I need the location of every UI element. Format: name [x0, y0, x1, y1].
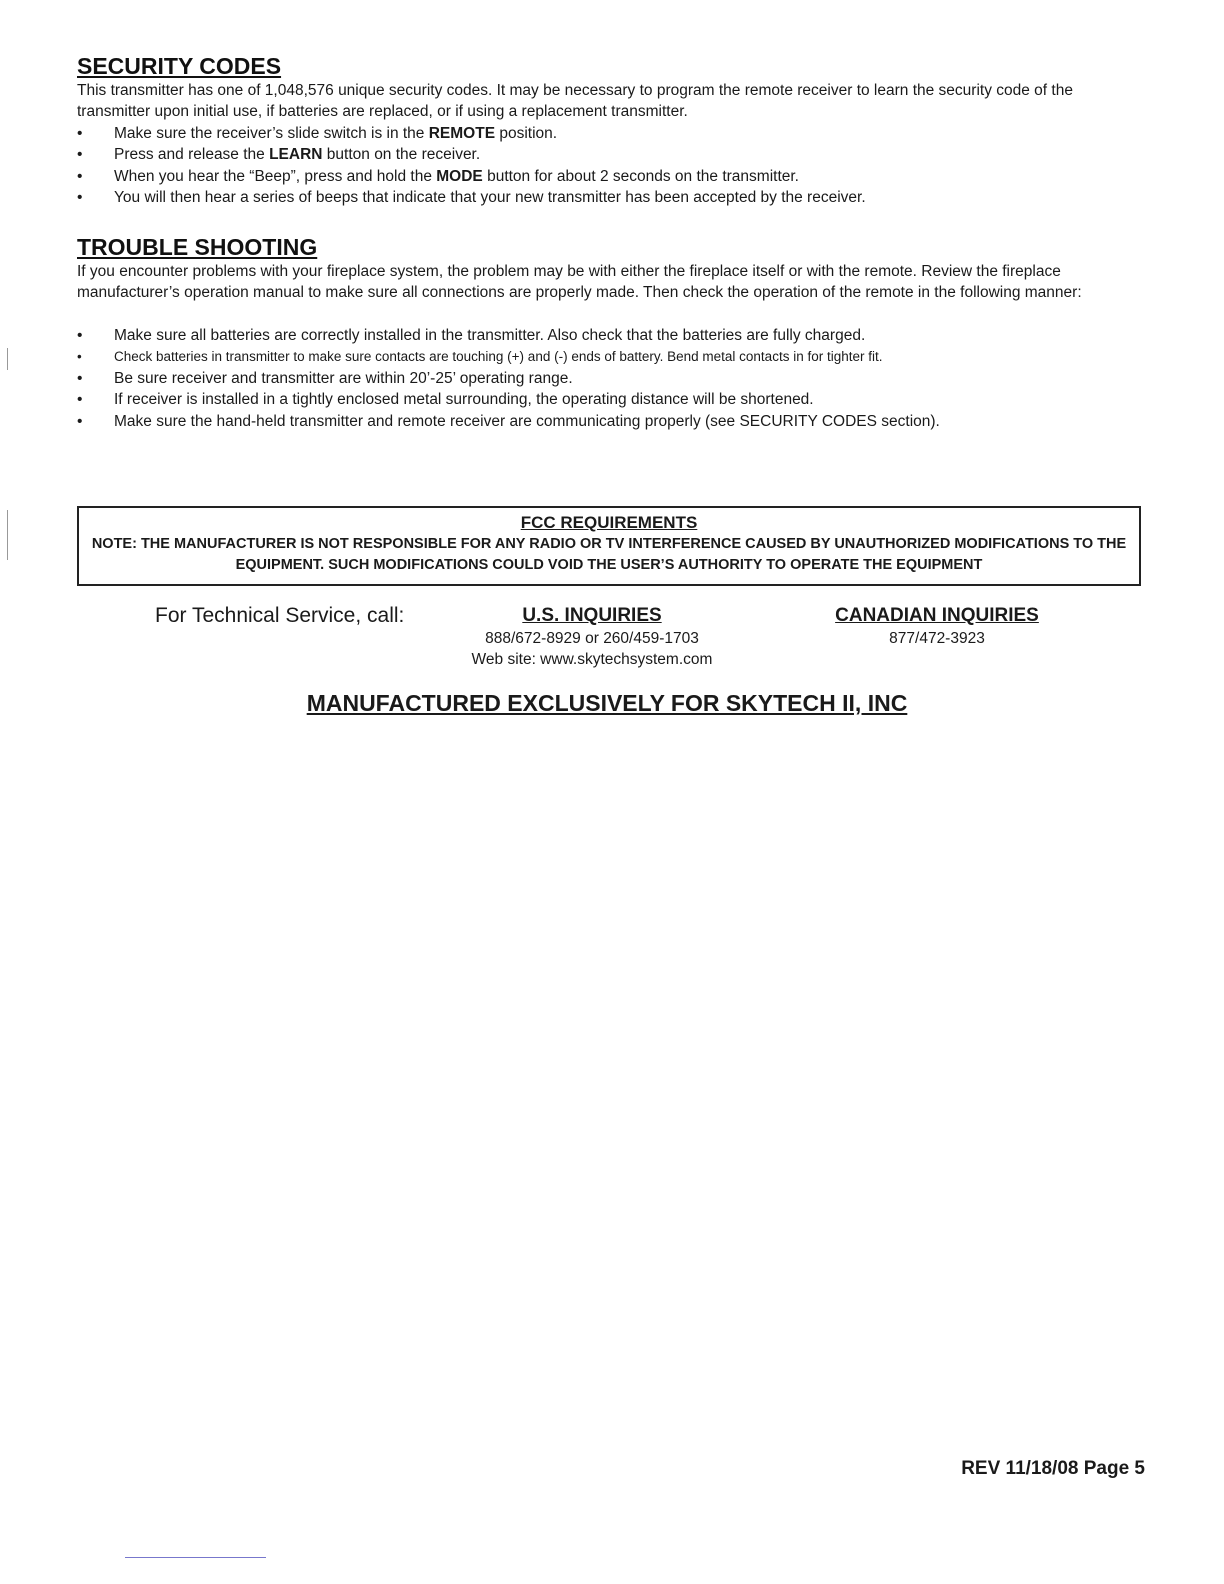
trouble-shooting-heading: TROUBLE SHOOTING	[77, 234, 318, 260]
bullet-icon: •	[77, 167, 83, 185]
revision-page-number: REV 11/18/08 Page 5	[961, 1458, 1145, 1479]
scan-edge-mark	[7, 348, 8, 370]
list-item: • Be sure receiver and transmitter are within 20’-25’ operating range.	[77, 368, 1137, 389]
us-website: Web site: www.skytechsystem.com	[471, 651, 713, 668]
bullet-icon: •	[77, 369, 83, 387]
trouble-shooting-intro: If you encounter problems with your fireplace system, the problem may be with either the fireplace itself or with the remote. Review the fireplace manufacturer’s operation manual to make sure all connections are properly made. Then check the operation of the remote in the following manner:	[77, 263, 1082, 301]
fcc-requirements-title: FCC REQUIREMENTS	[520, 513, 698, 532]
canadian-inquiries-block	[797, 604, 1077, 649]
bullet-icon: •	[77, 391, 83, 409]
list-item: • Make sure the hand-held transmitter and remote receiver are communicating properly (see SECURITY CODES section).	[77, 411, 1137, 432]
list-item: • When you hear the “Beep”, press and hold the MODE button for about 2 seconds on the transmitter.	[77, 166, 1137, 187]
fcc-note: NOTE: THE MANUFACTURER IS NOT RESPONSIBLE FOR ANY RADIO OR TV INTERFERENCE CAUSED BY UNAUTHORIZED MODIFICATIONS TO THE EQUIPMENT. SUCH MODIFICATIONS COULD VOID THE USER’S AUTHORITY TO OPERATE THE EQUIPMENT	[91, 536, 1127, 573]
canadian-inquiries-heading: CANADIAN INQUIRIES	[835, 605, 1039, 626]
trouble-shooting-list	[77, 325, 1137, 432]
scan-edge-mark	[7, 510, 8, 560]
canadian-phone: 877/472-3923	[889, 630, 985, 647]
list-item: • Make sure the receiver’s slide switch is in the REMOTE position.	[77, 123, 1137, 144]
scan-artifact-line	[125, 1557, 266, 1558]
list-item: • Make sure all batteries are correctly installed in the transmitter. Also check that the batteries are fully charged.	[77, 325, 1137, 346]
us-phone: 888/672-8929 or 260/459-1703	[485, 630, 699, 647]
bullet-icon: •	[77, 189, 83, 207]
bullet-icon: •	[77, 146, 83, 164]
bullet-icon: •	[77, 125, 83, 142]
us-inquiries-heading: U.S. INQUIRIES	[522, 605, 662, 626]
bullet-icon: •	[77, 327, 83, 344]
security-steps-list	[77, 123, 1137, 209]
technical-service-label: For Technical Service, call:	[155, 604, 405, 627]
manufactured-for-statement: MANUFACTURED EXCLUSIVELY FOR SKYTECH II, INC	[306, 690, 908, 716]
security-codes-heading: SECURITY CODES	[77, 53, 282, 79]
fcc-requirements-box	[77, 506, 1141, 586]
bullet-icon: •	[77, 412, 83, 430]
us-inquiries-block	[437, 604, 747, 670]
list-item: • Check batteries in transmitter to make sure contacts are touching (+) and (-) ends of battery. Bend metal contacts in for tighter fit.	[77, 346, 1137, 367]
bullet-icon: •	[77, 349, 82, 365]
list-item: • You will then hear a series of beeps that indicate that your new transmitter has been accepted by the receiver.	[77, 187, 1137, 208]
list-item: • If receiver is installed in a tightly enclosed metal surrounding, the operating distance will be shortened.	[77, 389, 1137, 410]
list-item: • Press and release the LEARN button on the receiver.	[77, 144, 1137, 165]
security-codes-intro: This transmitter has one of 1,048,576 unique security codes. It may be necessary to program the remote receiver to learn the security code of the transmitter upon initial use, if batteries are replaced, or if using a replacement transmitter.	[77, 82, 1073, 120]
